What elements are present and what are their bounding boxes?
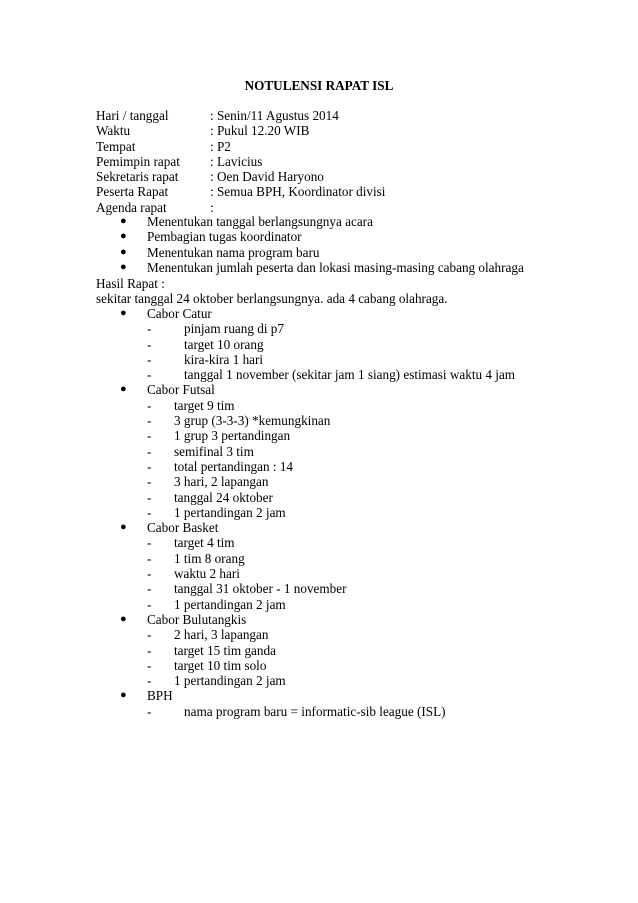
section-item [120, 428, 515, 443]
section-heading [120, 520, 515, 535]
section-item [120, 566, 515, 581]
section-item-text: 1 tim 8 orang [174, 550, 245, 566]
section-item [120, 673, 515, 688]
dash-marker: - [147, 504, 152, 520]
meta-value: : Senin/11 Agustus 2014 [210, 108, 339, 123]
agenda-item [120, 229, 524, 244]
section-item [120, 474, 515, 489]
bullet-icon: ● [120, 521, 127, 534]
dash-marker: - [147, 367, 152, 383]
meta-row [96, 200, 385, 215]
agenda-item [120, 214, 524, 229]
bullet-icon: ● [120, 383, 127, 396]
meta-label: Tempat [96, 138, 136, 154]
section-item-text: target 10 orang [184, 336, 264, 352]
section-item [120, 337, 515, 352]
section-heading [120, 306, 515, 321]
section-item-text: pinjam ruang di p7 [184, 321, 284, 337]
section-item [120, 352, 515, 367]
section-item [120, 627, 515, 642]
section-item-text: tanggal 31 oktober - 1 november [174, 581, 347, 597]
bullet-icon: ● [120, 215, 127, 227]
meta-row [96, 184, 385, 199]
agenda-item [120, 245, 524, 260]
dash-marker: - [147, 535, 152, 551]
meta-label: Hari / tanggal [96, 108, 169, 123]
section-item [120, 704, 515, 719]
section-title: Cabor Catur [147, 306, 212, 321]
section-item-text: tanggal 24 oktober [174, 489, 273, 505]
section-item-text: 2 hari, 3 lapangan [174, 627, 269, 643]
section-heading [120, 382, 515, 397]
section-item-text: total pertandingan : 14 [174, 458, 294, 474]
meta-label: Sekretaris rapat [96, 169, 179, 185]
section-item-text: target 9 tim [174, 397, 235, 413]
section-item-text: nama program baru = informatic-sib league (ISL) [184, 703, 446, 719]
dash-marker: - [147, 596, 152, 612]
section-item [120, 581, 515, 596]
bullet-icon: ● [120, 689, 127, 702]
section-item [120, 490, 515, 505]
section-title: Cabor Basket [147, 520, 219, 536]
meeting-results-heading [96, 276, 448, 307]
section-title: BPH [147, 688, 173, 704]
dash-marker: - [147, 673, 152, 689]
dash-marker: - [147, 566, 152, 582]
meta-row [96, 123, 385, 138]
dash-marker: - [147, 336, 152, 352]
agenda-list [120, 214, 524, 275]
section-item [120, 535, 515, 550]
meta-value: : Semua BPH, Koordinator divisi [210, 184, 386, 200]
section-item [120, 658, 515, 673]
section-item-text: 1 grup 3 pertandingan [174, 428, 291, 444]
section-item [120, 505, 515, 520]
meta-value: : Oen David Haryono [210, 169, 324, 185]
section-title: Cabor Futsal [147, 382, 215, 398]
meta-value: : Lavicius [210, 153, 263, 169]
dash-marker: - [147, 443, 152, 459]
agenda-item-text: Pembagian tugas koordinator [147, 229, 302, 245]
section-item-text: 3 grup (3-3-3) *kemungkinan [174, 413, 331, 429]
dash-marker: - [147, 413, 152, 429]
meta-value: : [210, 199, 214, 215]
meta-label: Agenda rapat [96, 199, 167, 215]
dash-marker: - [147, 351, 152, 367]
dash-marker: - [147, 321, 152, 337]
bullet-icon: ● [120, 307, 127, 319]
section-item [120, 398, 515, 413]
section-item-text: target 4 tim [174, 535, 235, 551]
agenda-item-text: Menentukan jumlah peserta dan lokasi masing-masing cabang olahraga [147, 259, 524, 275]
section-item-text: waktu 2 hari [174, 566, 240, 582]
results-intro: sekitar tanggal 24 oktober berlangsungnya. ada 4 cabang olahraga. [96, 291, 448, 307]
dash-marker: - [147, 474, 152, 490]
section-item-text: semifinal 3 tim [174, 443, 254, 459]
section-heading [120, 612, 515, 627]
dash-marker: - [147, 489, 152, 505]
section-item-text: target 10 tim solo [174, 657, 267, 673]
dash-marker: - [147, 550, 152, 566]
section-item-text: 1 pertandingan 2 jam [174, 504, 286, 520]
section-item-text: 1 pertandingan 2 jam [174, 673, 286, 689]
section-item [120, 597, 515, 612]
section-item [120, 367, 515, 382]
section-heading [120, 688, 515, 703]
agenda-item [120, 260, 524, 275]
meta-row [96, 108, 385, 123]
dash-marker: - [147, 428, 152, 444]
meta-row [96, 139, 385, 154]
bullet-icon: ● [120, 245, 127, 258]
section-item [120, 551, 515, 566]
results-list [120, 306, 515, 719]
results-label: Hasil Rapat : [96, 276, 165, 291]
section-item [120, 643, 515, 658]
meta-value: : P2 [210, 138, 231, 154]
section-item [120, 459, 515, 474]
meeting-info [96, 108, 385, 215]
bullet-icon: ● [120, 230, 127, 243]
agenda-item-text: Menentukan nama program baru [147, 244, 320, 260]
meta-label: Peserta Rapat [96, 184, 169, 200]
dash-marker: - [147, 458, 152, 474]
meta-row [96, 154, 385, 169]
dash-marker: - [147, 657, 152, 673]
section-title: Cabor Bulutangkis [147, 611, 247, 627]
meta-value: : Pukul 12.20 WIB [210, 123, 310, 139]
dash-marker: - [147, 703, 152, 719]
meta-label: Pemimpin rapat [96, 153, 180, 169]
dash-marker: - [147, 581, 152, 597]
bullet-icon: ● [120, 260, 127, 273]
dash-marker: - [147, 642, 152, 658]
dash-marker: - [147, 627, 152, 643]
document-title: NOTULENSI RAPAT ISL [244, 78, 394, 93]
section-item-text: 1 pertandingan 2 jam [174, 596, 286, 612]
section-item-text: target 15 tim ganda [174, 642, 276, 658]
section-item-text: 3 hari, 2 lapangan [174, 474, 269, 490]
dash-marker: - [147, 397, 152, 413]
section-item [120, 444, 515, 459]
agenda-item-text: Menentukan tanggal berlangsungnya acara [147, 214, 373, 229]
section-item [120, 321, 515, 336]
section-item-text: kira-kira 1 hari [184, 351, 264, 367]
meta-label: Waktu [96, 123, 131, 139]
meta-row [96, 169, 385, 184]
section-item [120, 413, 515, 428]
bullet-icon: ● [120, 612, 127, 625]
section-item-text: tanggal 1 november (sekitar jam 1 siang) estimasi waktu 4 jam [184, 367, 516, 383]
